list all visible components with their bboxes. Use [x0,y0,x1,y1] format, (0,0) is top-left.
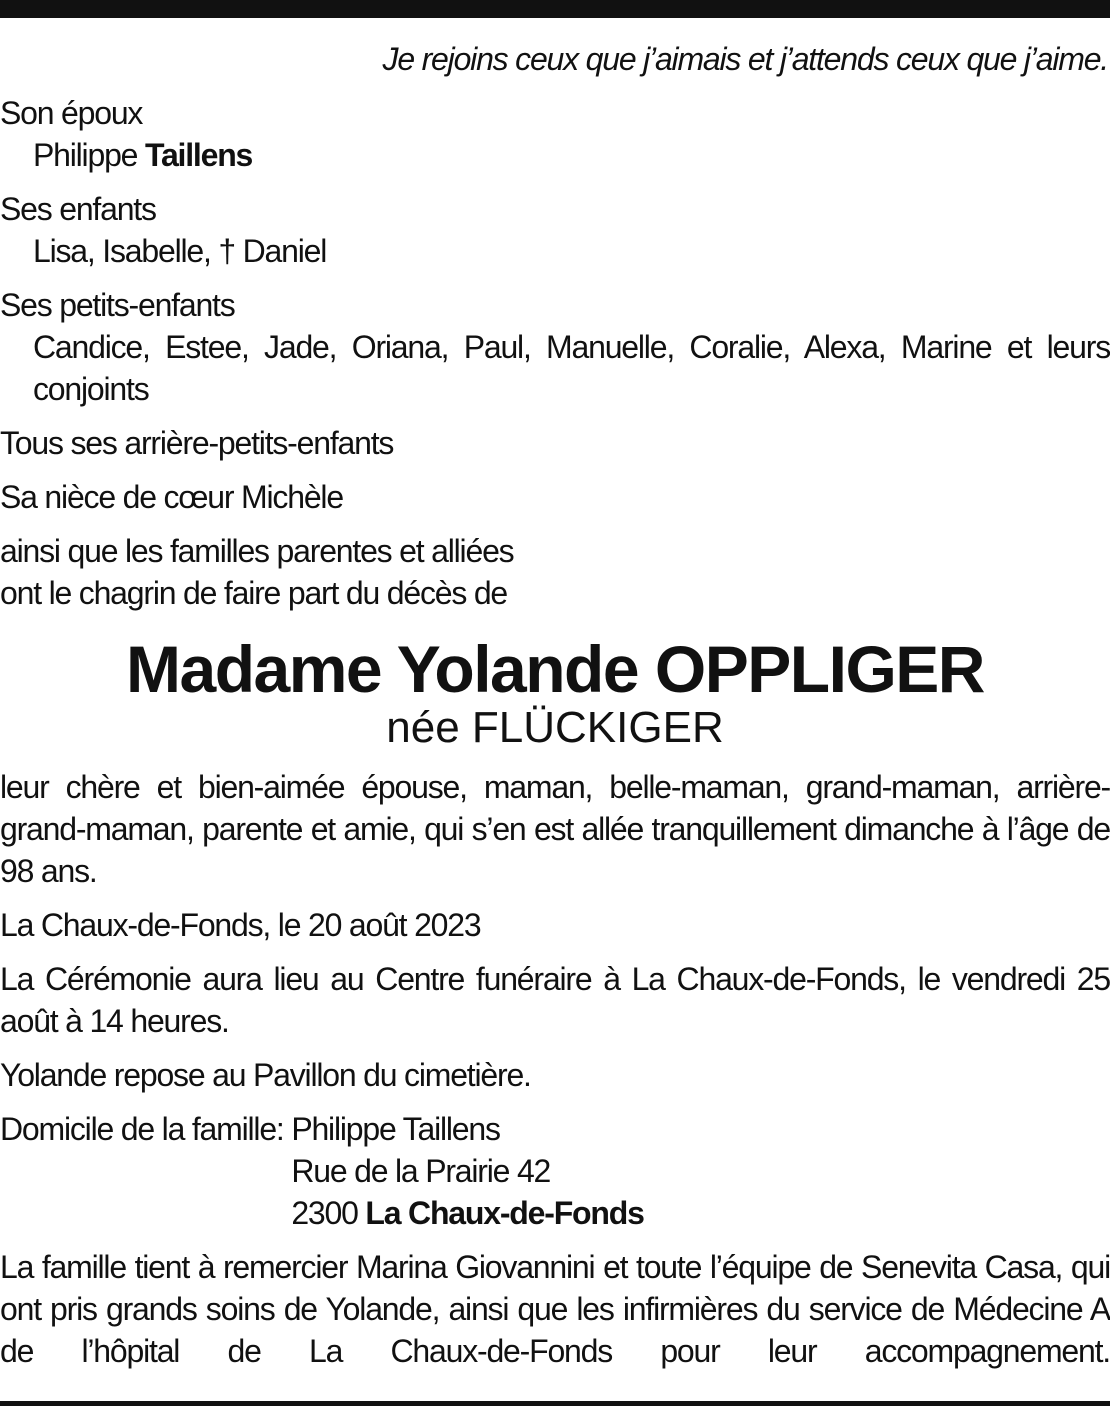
announcement-line-2: ont le chagrin de faire part du décès de [0,575,508,611]
deceased-name: Madame Yolande OPPLIGER [126,632,984,706]
children-section [0,188,1110,272]
grandchildren-heading: Ses petits-enfants [0,287,235,323]
domicile-city-line [291,1192,643,1234]
spouse-heading: Son époux [0,95,143,131]
deceased-block [0,634,1110,752]
grandchildren-names: Candice, Estee, Jade, Oriana, Paul, Manuelle, Coralie, Alexa, Marine et leurs conjoints [33,329,1110,407]
children-heading: Ses enfants [0,191,156,227]
niece: Sa nièce de cœur Michèle [0,479,343,515]
ceremony: La Cérémonie aura lieu au Centre funéraire à La Chaux-de-Fonds, le vendredi 25 août à 14 heures. [0,961,1110,1039]
domicile-section [0,1108,1110,1234]
domicile-city: La Chaux-de-Fonds [365,1195,644,1231]
obituary-content [0,38,1110,1384]
great-grandchildren: Tous ses arrière-petits-enfants [0,425,394,461]
epigraph: Je rejoins ceux que j’aimais et j’attends ceux que j’aime. [382,41,1108,77]
children-names: Lisa, Isabelle, † Daniel [33,233,327,269]
domicile-address [291,1108,643,1234]
domicile-label: Domicile de la famille: [0,1111,292,1147]
domicile-name: Philippe Taillens [291,1111,500,1147]
spouse-section [0,92,1110,176]
description: leur chère et bien-aimée épouse, maman, belle-maman, grand-maman, arrière-grand-maman, parente et amie, qui s’en est allée tranquillement dimanche à l’âge de 98 ans. [0,769,1110,889]
birth-name: née FLÜCKIGER [386,703,724,752]
rest-location: Yolande repose au Pavillon du cimetière. [0,1057,531,1093]
spouse-name [33,134,1110,176]
announcement [0,530,1110,614]
bottom-rule [0,1401,1110,1406]
thanks: La famille tient à remercier Marina Giovannini et toute l’équipe de Senevita Casa, qui ont pris grands soins de Yolande, ainsi que les infirmières du service de Médecine A de l’hôpital de La Chaux-de-Fonds pour leur accompagnement. [0,1249,1110,1369]
domicile-postcode: 2300 [291,1195,358,1231]
domicile-street: Rue de la Prairie 42 [291,1153,551,1189]
spouse-first-name: Philippe [33,137,138,173]
grandchildren-section [0,284,1110,410]
spouse-last-name: Taillens [144,137,253,173]
place-date: La Chaux-de-Fonds, le 20 août 2023 [0,907,481,943]
top-rule [0,0,1110,18]
announcement-line-1: ainsi que les familles parentes et alliées [0,533,514,569]
